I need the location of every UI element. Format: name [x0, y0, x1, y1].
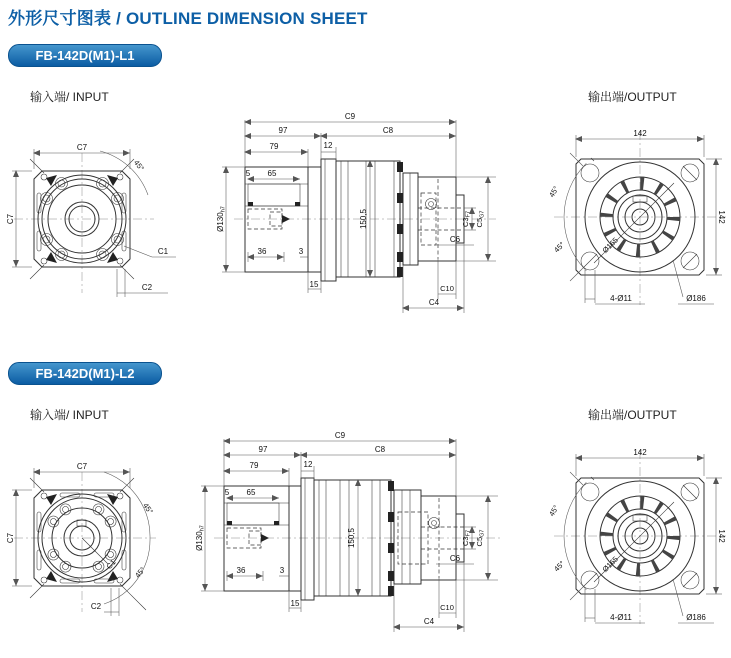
dim-c9: C9 — [344, 112, 356, 121]
dim-97: 97 — [258, 445, 268, 454]
dim-bolt-circle: Ø165 — [600, 554, 620, 574]
dim-3: 3 — [279, 566, 285, 575]
keyway-arrow — [261, 534, 269, 542]
dim-bore: Ø130h7 — [195, 525, 206, 551]
dim-45deg-upper: 45° — [141, 501, 155, 516]
dim-outer-dia: Ø186 — [686, 294, 706, 303]
dim-c5: $C5_{G7}$ — [475, 529, 486, 547]
dim-36: 36 — [257, 247, 267, 256]
input-view-drawing-l2 — [0, 426, 195, 658]
dim-c6: C6 — [449, 554, 461, 563]
dim-c7-top: C7 — [76, 143, 88, 152]
dim-c5: $C5_{G7}$ — [475, 210, 486, 228]
dim-65: 65 — [267, 169, 277, 178]
model-badge-l2: FB-142D(M1)-L2 — [8, 362, 162, 385]
dim-79: 79 — [249, 461, 259, 470]
dim-c10: C10 — [440, 284, 454, 293]
output-view-drawing-l1 — [542, 107, 731, 342]
dim-97: 97 — [278, 126, 288, 135]
input-side-label-l2: 输入端/ INPUT — [30, 408, 109, 422]
dim-45deg-lower: 45° — [552, 240, 567, 255]
keyway-caps — [227, 521, 279, 525]
dim-45deg: 45° — [131, 158, 147, 173]
dim-c9: C9 — [334, 431, 346, 440]
housing-outline — [224, 478, 464, 600]
dim-c6: C6 — [449, 235, 461, 244]
output-side-label-l1: 输出端/OUTPUT — [588, 90, 677, 104]
dim-45deg-lower: 45° — [132, 565, 148, 580]
dim-150-5: 150,5 — [347, 527, 356, 549]
dim-45deg-upper: 45° — [547, 184, 561, 199]
dim-c7-top: C7 — [76, 462, 88, 471]
dim-36: 36 — [236, 566, 246, 575]
dim-12: 12 — [323, 141, 333, 150]
dimension-lines — [564, 454, 722, 623]
center-lines — [554, 450, 726, 624]
side-view-drawing-l2 — [188, 426, 508, 658]
dim-c7-left: C7 — [6, 213, 15, 225]
input-side-label-l1: 输入端/ INPUT — [30, 90, 109, 104]
output-side-label-l2: 输出端/OUTPUT — [588, 408, 677, 422]
dim-142-right: 142 — [717, 529, 726, 543]
dim-bore: Ø130h7 — [216, 206, 227, 232]
dim-c1: C1 — [157, 247, 169, 256]
dimension-lines — [564, 135, 722, 304]
input-view-drawing-l1 — [0, 107, 195, 342]
shaft-keyway-detail — [77, 520, 108, 564]
dim-c10: C10 — [440, 603, 454, 612]
housing-outline — [245, 159, 464, 281]
dim-c8: C8 — [374, 445, 386, 454]
dim-c3: $C3_{F7}$ — [461, 210, 472, 228]
center-lines — [554, 131, 726, 305]
dim-65: 65 — [246, 488, 256, 497]
housing-detail-lines — [224, 478, 440, 600]
dim-150-5: 150,5 — [359, 208, 368, 230]
dim-15: 15 — [290, 599, 300, 608]
dim-5: 5 — [245, 169, 251, 178]
dim-c3: $C3_{F7}$ — [461, 529, 472, 547]
dim-c4: C4 — [423, 617, 435, 626]
dim-c7-left: C7 — [6, 532, 15, 544]
dim-15: 15 — [309, 280, 319, 289]
dim-c1: C1 — [104, 557, 118, 571]
dim-45deg-lower: 45° — [552, 559, 567, 574]
dim-142-right: 142 — [717, 210, 726, 224]
dim-c4: C4 — [428, 298, 440, 307]
output-view-drawing-l2 — [542, 426, 731, 658]
page-title: 外形尺寸图表 / OUTLINE DIMENSION SHEET — [8, 9, 368, 28]
keyway-arrow — [282, 215, 290, 223]
dim-outer-dia: Ø186 — [686, 613, 706, 622]
dim-c2: C2 — [90, 602, 102, 611]
keyway-caps — [248, 202, 300, 206]
dim-holes: 4-Ø11 — [610, 294, 632, 303]
dim-holes: 4-Ø11 — [610, 613, 632, 622]
dim-c8: C8 — [382, 126, 394, 135]
dim-c2: C2 — [141, 283, 153, 292]
dim-12: 12 — [303, 460, 313, 469]
side-view-drawing-l1 — [204, 107, 504, 342]
dim-5: 5 — [224, 488, 230, 497]
center-lines — [14, 153, 154, 293]
dim-3: 3 — [298, 247, 304, 256]
dim-142-top: 142 — [633, 129, 647, 138]
dim-79: 79 — [269, 142, 279, 151]
dim-bolt-circle: Ø165 — [600, 235, 620, 255]
dim-142-top: 142 — [633, 448, 647, 457]
dim-45deg-upper: 45° — [547, 503, 561, 518]
model-badge-l1: FB-142D(M1)-L1 — [8, 44, 162, 67]
